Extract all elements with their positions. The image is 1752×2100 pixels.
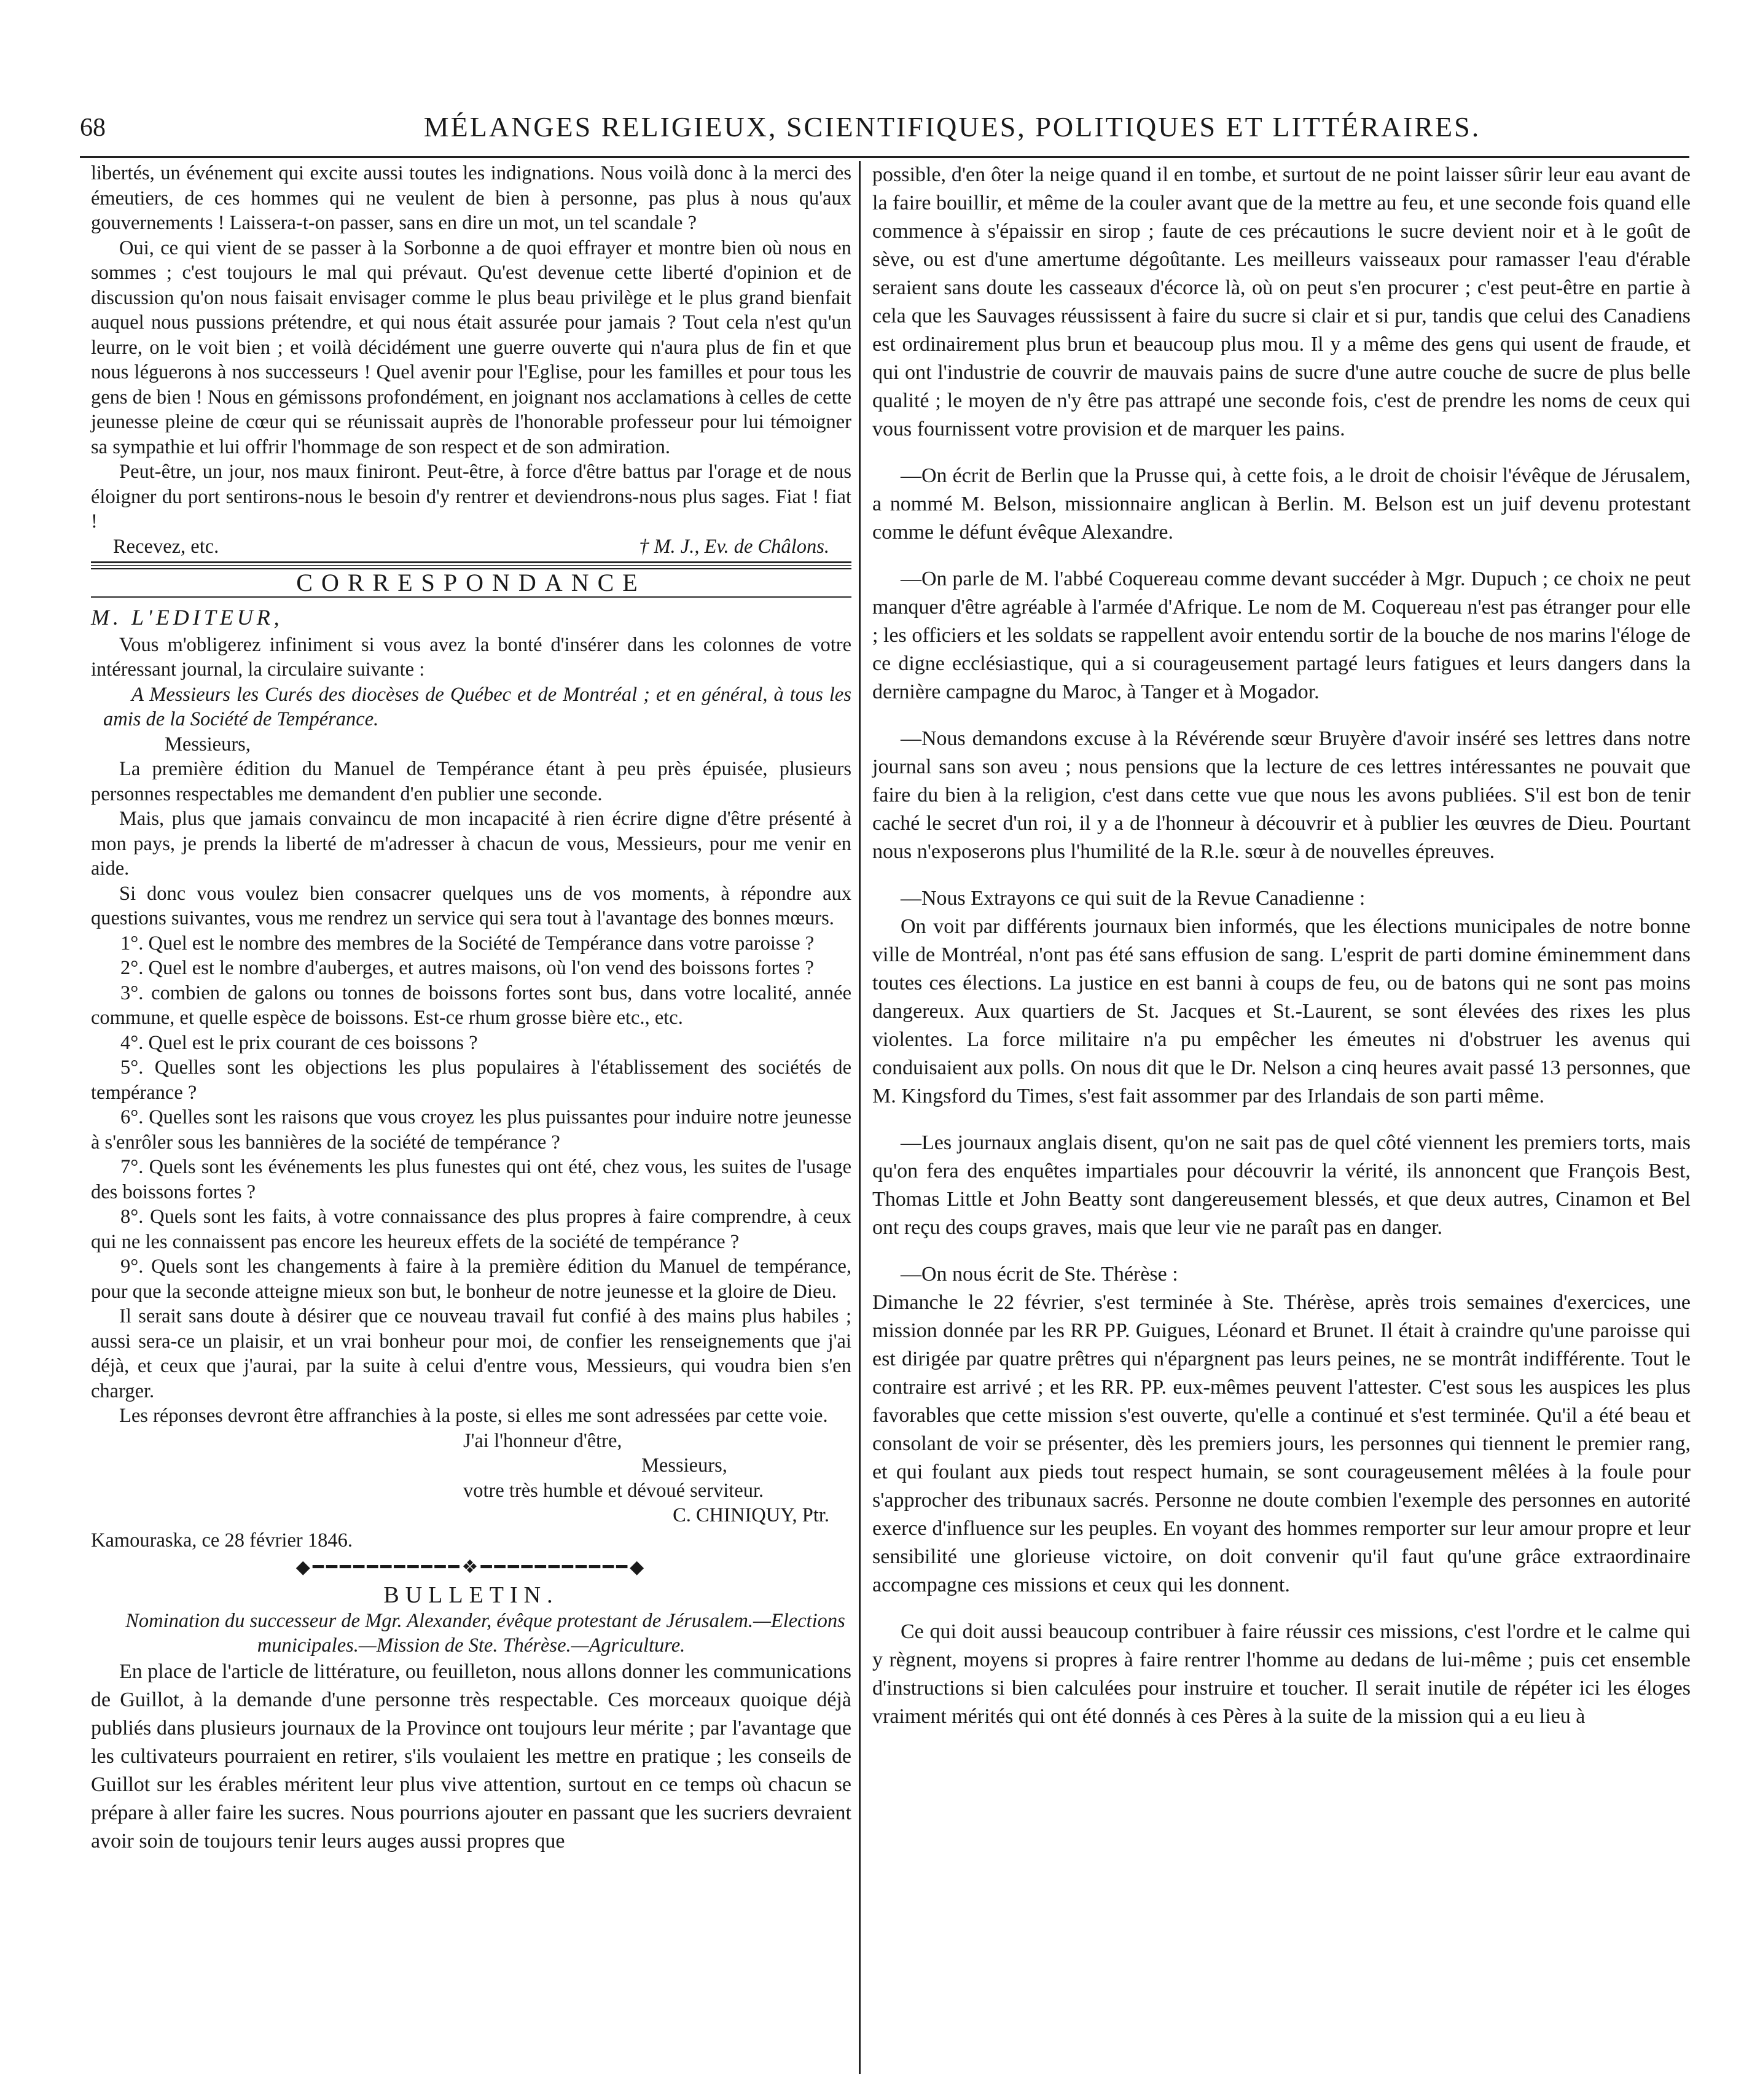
bulletin-summary: Nomination du successeur de Mgr. Alexander, évêque protestant de Jérusalem.—Elections municipales.—Mission de Ste. Thérèse.—Agriculture. (125, 1610, 845, 1657)
article-paragraph: On voit par différents journaux bien informés, que les élections municipales de notre bonne ville de Montréal, n'ont pas été sans effusion de sang. L'esprit de parti domine éminemment dans toutes ces élections. La justice en est banni à coups de feu, ou de batons qui ne sont pas moins dangereux. Aux quartiers de St. Jacques et St.-Laurent, se sont élevées des rixes les plus violentes. La force militaire n'a pu empêcher les émeutes ni d'obstruer les avenus qui conduisaient aux polls. On nous dit que le Dr. Nelson a cinq heures avait passé 13 personnes, que M. Kingsford du Times, s'est fait assommer par des Irlandais de son parti même. (872, 915, 1691, 1107)
article-paragraph: Oui, ce qui vient de se passer à la Sorbonne a de quoi effrayer et montre bien où nous en sommes ; c'est toujours le mal qui prévaut. Qu'est devenue cette liberté d'opinion et de discussion qu'on nous faisait envisager comme le plus beau privilège et le plus grand bienfait auquel nous pussions prétendre, et qui nous était assurée pour jamais ? Tout cela n'est qu'un leurre, on le voit bien ; et voilà décidément une guerre ouverte qui n'aura plus de fin et que nous léguerons à nos successeurs ! Quel avenir pour l'Eglise, pour les familles et pour tous les gens de bien ! Nous en gémissons profondément, en joignant nos acclamations à celles de cette jeunesse pleine de cœur qui se réunissait auprès de l'honorable professeur pour lui témoigner sa sympathie et lui offrir l'hommage de son respect et de son admiration. (91, 236, 851, 458)
letter-paragraph: La première édition du Manuel de Tempérance étant à peu près épuisée, plusieurs personnes respectables me demandent d'en publier une seconde. (91, 758, 851, 805)
letter-address: A Messieurs les Curés des diocèses de Québec et de Montréal ; et en général, à tous les amis de la Société de Tempérance. (103, 683, 851, 730)
recevez-text: Recevez, etc. (113, 535, 219, 558)
article-paragraph: Dimanche le 22 février, s'est terminée à Ste. Thérèse, après trois semaines d'exercices, une mission donnée par les RR PP. Guigues, Léonard et Brunet. Il était à craindre qu'une paroisse qui est dirigée par quatre prêtres qui n'épargnent pas leurs peines, ne se montrât indifférente. Tout le contraire est arrivé ; et les RR. PP. eux-mêmes peuvent l'attester. C'est sous les auspices les plus favorables que cette mission s'est ouverte, qu'elle a continué et s'est terminée. Qu'il a été beau et consolant de voir se présenter, dès les premiers jours, les personnes qui tiennent le premier rang, et qui foulant aux pieds tout respect humain, se sont courageusement mêlées à la foule pour s'approcher des tribunaux sacrés. Personne ne doute combien l'exemple des personnes en autorité exerce d'influence sur les peuples. En voyant des hommes remporter sur leur amour propre et leur sensibilité une glorieuse victoire, on doit convenir qu'il faut qu'une grâce extraordinaire accompagne ces missions et ceux qui les donnent. (872, 1291, 1691, 1596)
section-title-correspondance: CORRESPONDANCE (91, 568, 851, 598)
signoff-line: votre très humble et dévoué serviteur. (463, 1479, 764, 1502)
news-item: —Les journaux anglais disent, qu'on ne sait pas de quel côté viennent les premiers torts, mais qu'on fera des enquêtes impartiales pour découvrir la vérité, ils annoncent que François Best, Thomas Little et John Beatty sont dangereusement blessés, et que deux autres, Cinamon et Bel ont reçu des coups graves, mais que leur vie ne paraît pas en danger. (872, 1131, 1691, 1239)
letter-salutation: Messieurs, (165, 733, 251, 755)
signoff-line: Messieurs, (641, 1454, 727, 1477)
running-title: MÉLANGES RELIGIEUX, SCIENTIFIQUES, POLITIQUES ET LITTÉRAIRES. (423, 111, 1481, 142)
news-item: —On nous écrit de Ste. Thérèse : (901, 1263, 1178, 1286)
article-paragraph: Peut-être, un jour, nos maux finiront. Peut-être, à force d'être battus par l'orage et de nous éloigner du port sentirons-nous le besoin d'y rentrer et deviendrons-nous plus sages. Fiat ! fiat ! (91, 461, 851, 533)
question-item: 2°. Quel est le nombre d'auberges, et autres maisons, où l'on vend des boissons fortes ? (120, 957, 814, 979)
column-divider (859, 161, 861, 2074)
right-column (872, 161, 1691, 1731)
news-item: —Nous Extrayons ce qui suit de la Revue Canadienne : (901, 887, 1366, 910)
place-date: Kamouraska, ce 28 février 1846. (91, 1529, 353, 1552)
letter-paragraph: Les réponses devront être affranchies à la poste, si elles me sont adressées par cette voie. (119, 1405, 828, 1427)
page-header (80, 111, 1689, 154)
letter-salutation-editor: M. L'EDITEUR, (91, 605, 283, 630)
question-item: 5°. Quelles sont les objections les plus populaires à l'établissement des sociétés de tempérance ? (91, 1056, 851, 1104)
question-item: 1°. Quel est le nombre des membres de la Société de Tempérance dans votre paroisse ? (120, 932, 815, 954)
letter-paragraph: Vous m'obligerez infiniment si vous avez la bonté d'insérer dans les colonnes de votre intéressant journal, la circulaire suivante : (91, 633, 851, 681)
signoff-line: J'ai l'honneur d'être, (463, 1429, 622, 1452)
letter-paragraph: Mais, plus que jamais convaincu de mon incapacité à rien écrire digne d'être présenté à mon pays, je prends la liberté de m'adresser à chacun de vous, Messieurs, pour me venir en aide. (91, 808, 851, 880)
article-paragraph: libertés, un événement qui excite aussi toutes les indignations. Nous voilà donc à la merci des émeutiers, de ces hommes qui ne veulent de bien à personne, pas plus à nous qu'aux gouvernements ! Laissera-t-on passer, sans en dire un mot, un tel scandale ? (91, 162, 851, 234)
question-item: 8°. Quels sont les faits, à votre connaissance des plus propres à faire comprendre, à ceux qui ne les connaissent pas encore les heureux effets de la société de tempérance ? (91, 1206, 851, 1253)
news-item: —On écrit de Berlin que la Prusse qui, à cette fois, a le droit de choisir l'évêque de Jérusalem, a nommé M. Belson, missionnaire anglican à Berlin. M. Belson est un juif devenu protestant comme le défunt évêque Alexandre. (872, 464, 1691, 544)
header-rule (80, 156, 1689, 158)
question-item: 6°. Quelles sont les raisons que vous croyez les plus puissantes pour induire notre jeunesse à s'enrôler sous les bannières de la société de tempérance ? (91, 1106, 851, 1153)
article-paragraph: Ce qui doit aussi beaucoup contribuer à faire réussir ces missions, c'est l'ordre et le calme qui y règnent, moyens si propres à faire rentrer l'homme au dedans de lui-même ; puis cet ensemble d'instructions si bien calculées pour instruire et toucher. Il serait inutile de répéter ici les éloges vraiment mérités qui ont été donnés à ces Pères à la suite de la mission qui a eu lieu à (872, 1620, 1691, 1728)
bulletin-paragraph: En place de l'article de littérature, ou feuilleton, nous allons donner les communications de Guillot, à la demande d'une personne très respectable. Ces morceaux quoique déjà publiés dans plusieurs journaux de la Province ont toujours leur mérite ; par l'avantage que les cultivateurs pourraient en retirer, s'ils voulaient les mettre en pratique ; les conseils de Guillot sur les érables méritent leur plus vive attention, surtout en ce temps où chacun se prépare à aller faire les sucres. Nous pourrions ajouter en passant que les sucriers devraient avoir soin de toujours tenir leurs auges aussi propres que (91, 1660, 851, 1852)
question-item: 7°. Quels sont les événements les plus funestes qui ont été, chez vous, les suites de l'usage des boissons fortes ? (91, 1156, 851, 1203)
section-title-bulletin: BULLETIN. (383, 1582, 559, 1608)
page-number: 68 (80, 114, 106, 142)
news-item: —Nous demandons excuse à la Révérende sœur Bruyère d'avoir inséré ses lettres dans notre journal sans son aveu ; nous pensions que la lecture de ces lettres intéressantes ne pouvait que faire du bien à la religion, c'est dans cette vue que nous les avons publiées. S'il est bon de tenir caché le secret d'un roi, il y a de l'honneur à découvrir et à publier les œuvres de Dieu. Pourtant nous n'exposerons plus l'humilité de la R.le. sœur à de nouvelles épreuves. (872, 727, 1691, 863)
article-closing (91, 534, 851, 560)
article-paragraph: possible, d'en ôter la neige quand il en tombe, et surtout de ne point laisser sûrir leur eau avant de la faire bouillir, et même de la couler avant que de la mettre au feu, et une seconde fois quand elle commence à s'épaissir en sirop ; faute de ces précautions le sucre devient noir et à le goût de sève, ou est d'une amertume dégoûtante. Les meilleurs vaisseaux pour ramasser l'eau d'érable seraient sans doute les casseaux d'écorce là, où on peut s'en procurer ; c'est peut-être en partie à cela que les Sauvages réussissent à faire du sucre si clair et si pur, tandis que celui des Canadiens est ordinairement plus brun et beaucoup plus mou. Il y a même des gens qui usent de fraude, et qui ont l'industrie de couvrir de mauvais pains de sucre d'une autre couche de sucre de plus belle qualité ; le moyen de n'y être pas attrapé une seconde fois, c'est de prendre les noms de ceux qui vous fournissent votre provision et de marquer les pains. (872, 163, 1691, 440)
author-signature: C. CHINIQUY, Ptr. (673, 1504, 829, 1526)
ornament-divider: ◆━━━━━━━━━━━❖━━━━━━━━━━━◆ (295, 1557, 647, 1577)
left-column (91, 161, 851, 1856)
question-item: 3°. combien de galons ou tonnes de boissons fortes sont bus, dans votre localité, année commune, et quelle espèce de boissons. Est-ce rhum grosse bière etc., etc. (91, 982, 851, 1029)
question-item: 4°. Quel est le prix courant de ces boissons ? (120, 1031, 478, 1054)
letter-paragraph: Si donc vous voulez bien consacrer quelques uns de vos moments, à répondre aux questions suivantes, vous me rendrez un service qui sera tout à l'avantage des bonnes mœurs. (91, 882, 851, 929)
section-rule (91, 561, 851, 566)
news-item: —On parle de M. l'abbé Coquereau comme devant succéder à Mgr. Dupuch ; ce choix ne peut manquer d'être agréable à l'armée d'Afrique. Le nom de M. Coquereau n'est pas étranger pour elle ; les officiers et les soldats se rappellent avoir entendu sortir de la bouche de nos marins l'éloge de ce digne ecclésiastique, qui a si courageusement partagé leurs fatigues et leurs dangers dans la dernière campagne du Maroc, à Tanger et à Mogador. (872, 568, 1691, 703)
bishop-signature: † M. J., Ev. de Châlons. (639, 535, 829, 558)
letter-paragraph: Il serait sans doute à désirer que ce nouveau travail fut confié à des mains plus habiles ; aussi sera-ce un plaisir, et un vrai bonheur pour moi, de confier les renseignements que j'ai déjà, et ceux que j'aurai, par la suite à celui d'entre vous, Messieurs, qui voudra bien s'en charger. (91, 1305, 851, 1402)
question-item: 9°. Quels sont les changements à faire à la première édition du Manuel de tempérance, pour que la seconde atteigne mieux son but, le bonheur de notre jeunesse et la gloire de Dieu. (91, 1255, 851, 1303)
